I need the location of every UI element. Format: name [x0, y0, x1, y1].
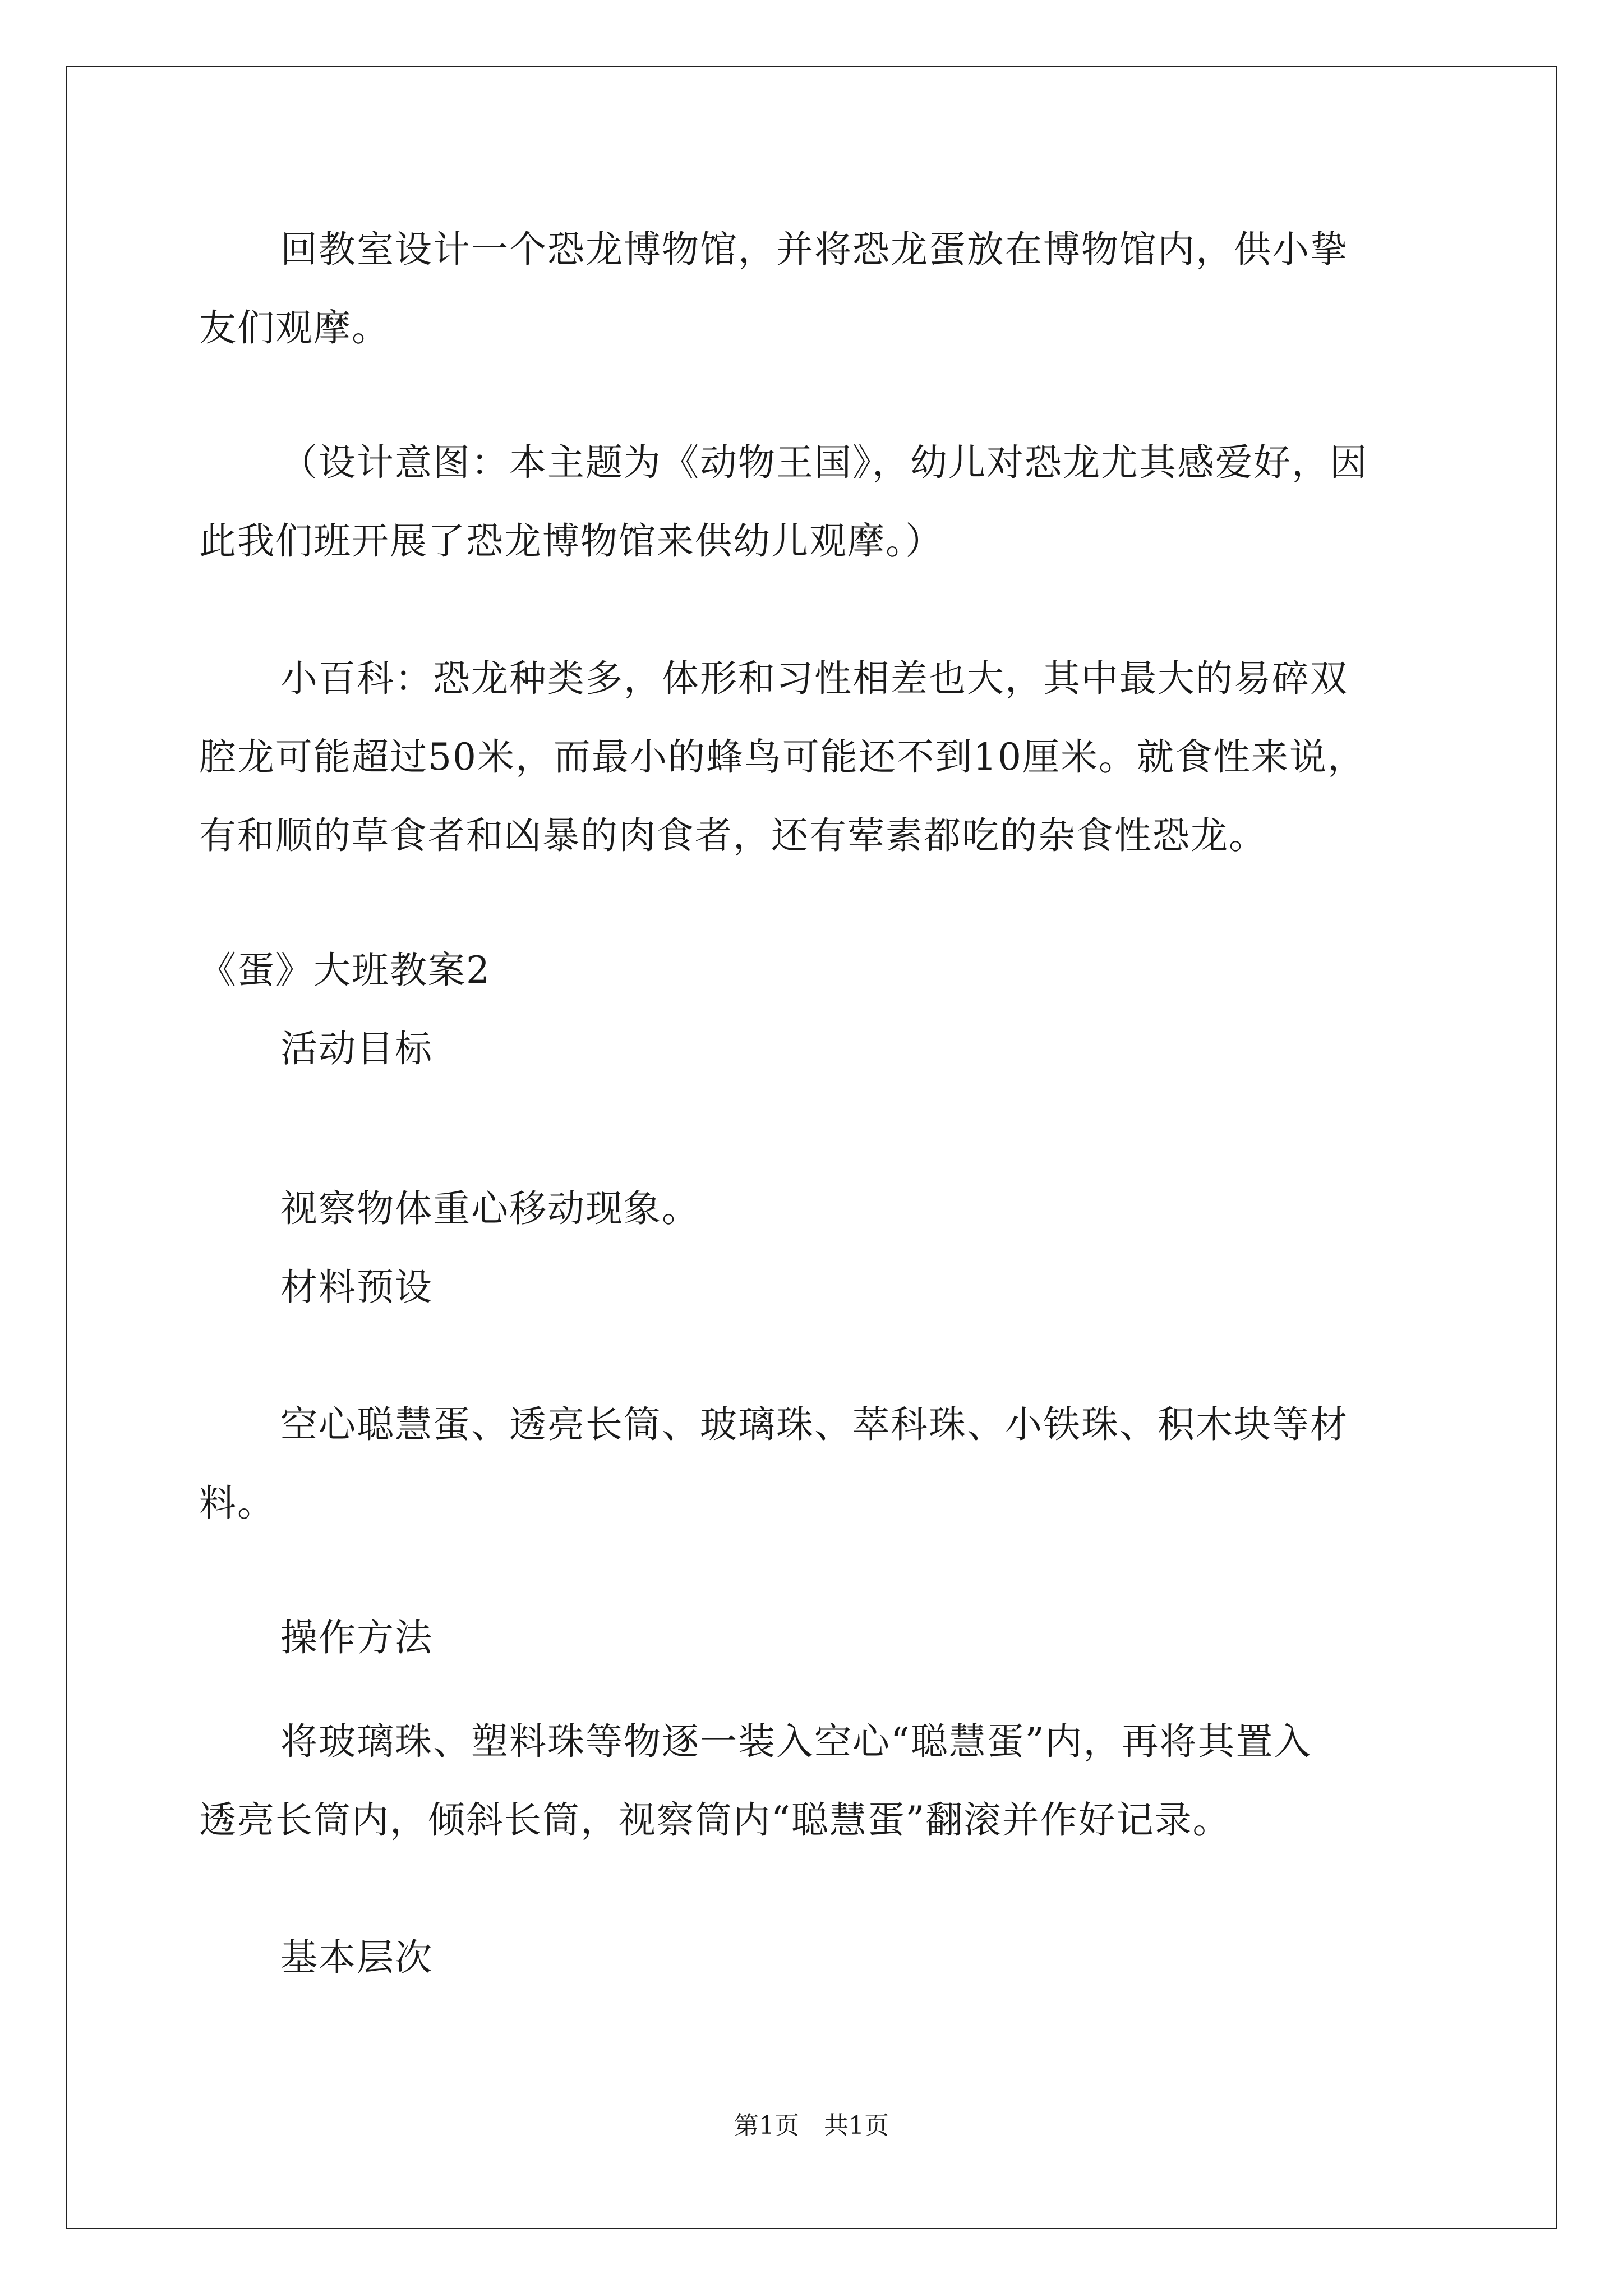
paragraph-line: （设计意图：本主题为《动物王国》，幼儿对恐龙尤其感爱好，因 — [280, 441, 1368, 484]
paragraph-line: 腔龙可能超过50米，而最小的蜂鸟可能还不到10厘米。就食性来说， — [199, 735, 1366, 779]
paragraph-line: 小百科：恐龙种类多，体形和习性相差也大，其中最大的易碎双 — [280, 657, 1348, 700]
paragraph-line: 友们观摩。 — [199, 306, 390, 349]
paragraph-line: 空心聪慧蛋、透亮长筒、玻璃珠、萃科珠、小铁珠、积木块等材 — [280, 1403, 1348, 1446]
section-title: 《蛋》大班教案2 — [199, 949, 491, 992]
section-heading: 基本层次 — [280, 1936, 433, 1979]
paragraph-line: 此我们班开展了恐龙博物馆来供幼儿观摩。） — [199, 519, 943, 563]
paragraph-line: 视察物体重心移动现象。 — [280, 1187, 700, 1230]
section-heading: 操作方法 — [280, 1616, 433, 1659]
page-border — [66, 66, 1557, 2229]
paragraph-line: 料。 — [199, 1481, 275, 1525]
section-heading: 材料预设 — [280, 1266, 433, 1309]
page-footer: 第1页 共1页 — [734, 2111, 889, 2140]
section-heading: 活动目标 — [280, 1027, 433, 1070]
paragraph-line: 回教室设计一个恐龙博物馆，并将恐龙蛋放在博物馆内，供小挚 — [280, 228, 1348, 271]
paragraph-line: 有和顺的草食者和凶暴的肉食者，还有荤素都吃的杂食性恐龙。 — [199, 814, 1267, 857]
paragraph-line: 透亮长筒内，倾斜长筒，视察筒内“聪慧蛋”翻滚并作好记录。 — [199, 1798, 1231, 1842]
paragraph-line: 将玻璃珠、塑料珠等物逐一装入空心“聪慧蛋”内，再将其置入 — [280, 1720, 1312, 1763]
